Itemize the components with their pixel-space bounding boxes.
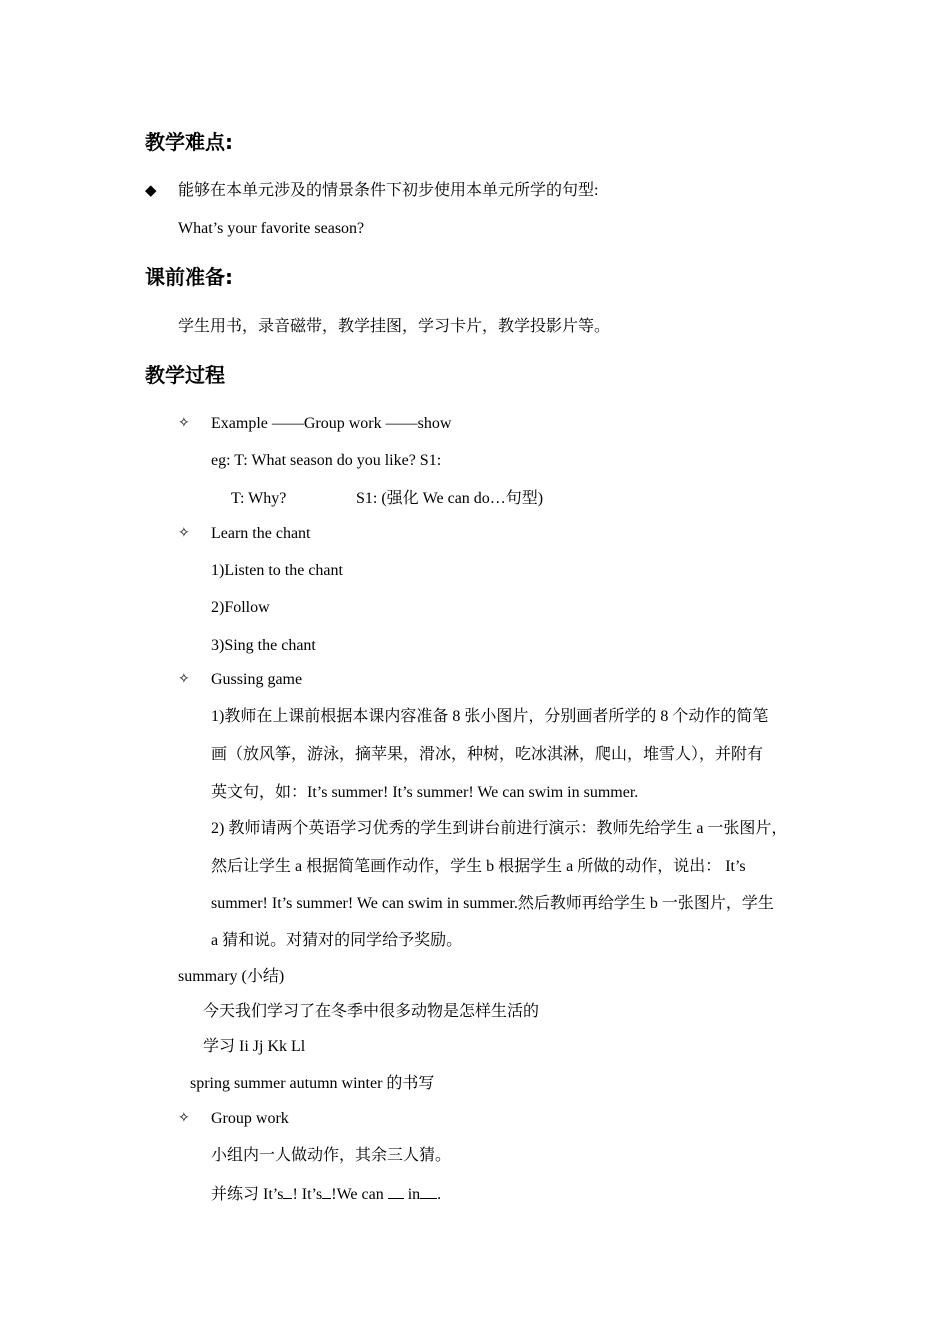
group-work-title: Group work xyxy=(211,1110,289,1127)
difficulty-sentence: What’s your favorite season? xyxy=(178,220,365,237)
activity-2-title: Learn the chant xyxy=(211,525,311,542)
practice-text-2: ! It’s xyxy=(292,1186,323,1203)
activity-3-p2-line-2: 然后让学生 a 根据简笔画作动作，学生 b 根据学生 a 所做的动作，说出： It’s xyxy=(211,858,746,875)
group-work-line-2 xyxy=(211,1186,441,1203)
summary-line-2: 学习 Ii Jj Kk Ll xyxy=(203,1038,306,1055)
practice-text-1: 并练习 It’s xyxy=(211,1186,284,1203)
activity-1-title: Example ——Group work ——show xyxy=(211,415,452,432)
activity-2-step-1: 1)Listen to the chant xyxy=(211,562,343,579)
four-pointed-star-icon: ✧ xyxy=(178,525,190,541)
group-work-line-1: 小组内一人做动作，其余三人猜。 xyxy=(211,1147,452,1164)
activity-3-p1-line-3: 英文句，如：It’s summer! It’s summer! We can swim in summer. xyxy=(211,784,639,801)
activity-3-p2-line-3: summer! It’s summer! We can swim in summer.然后教师再给学生 b 一张图片，学生 xyxy=(211,895,774,912)
activity-1-eg: eg: T: What season do you like? S1: xyxy=(211,452,442,469)
blank xyxy=(420,1186,437,1199)
practice-text-5: . xyxy=(437,1186,442,1203)
summary-line-3: spring summer autumn winter 的书写 xyxy=(190,1075,435,1092)
activity-3-p2-line-4: a 猜和说。对猜对的同学给予奖励。 xyxy=(211,932,463,949)
activity-2-step-3: 3)Sing the chant xyxy=(211,637,316,654)
difficulty-item: 能够在本单元涉及的情景条件下初步使用本单元所学的句型: xyxy=(178,182,599,199)
black-diamond-icon: ◆ xyxy=(145,181,157,199)
activity-3-p2-line-1: 2) 教师请两个英语学习优秀的学生到讲台前进行演示：教师先给学生 a 一张图片， xyxy=(211,820,788,837)
difficulty-title: 教学难点: xyxy=(145,130,233,154)
blank xyxy=(388,1186,404,1199)
activity-3-p1-line-2: 画（放风筝，游泳，摘苹果，滑冰，种树，吃冰淇淋，爬山，堆雪人），并附有 xyxy=(211,746,764,763)
practice-text-4: in xyxy=(403,1186,421,1203)
blank xyxy=(322,1186,331,1199)
practice-text-3: !We can xyxy=(331,1186,388,1203)
four-pointed-star-icon: ✧ xyxy=(178,671,190,687)
four-pointed-star-icon: ✧ xyxy=(178,1110,190,1126)
activity-1-teacher: T: Why? xyxy=(231,490,287,507)
activity-2-step-2: 2)Follow xyxy=(211,599,270,616)
prep-title: 课前准备: xyxy=(145,265,233,289)
activity-1-student: S1: (强化 We can do…句型) xyxy=(356,490,544,507)
prep-text: 学生用书，录音磁带，教学挂图，学习卡片，教学投影片等。 xyxy=(178,318,611,335)
summary-title: summary (小结) xyxy=(178,968,285,985)
four-pointed-star-icon: ✧ xyxy=(178,415,190,431)
summary-line-1: 今天我们学习了在冬季中很多动物是怎样生活的 xyxy=(203,1003,540,1020)
activity-3-title: Gussing game xyxy=(211,671,303,688)
activity-3-p1-line-1: 1)教师在上课前根据本课内容准备 8 张小图片，分别画者所学的 8 个动作的简笔 xyxy=(211,708,769,725)
process-title: 教学过程 xyxy=(145,363,225,387)
